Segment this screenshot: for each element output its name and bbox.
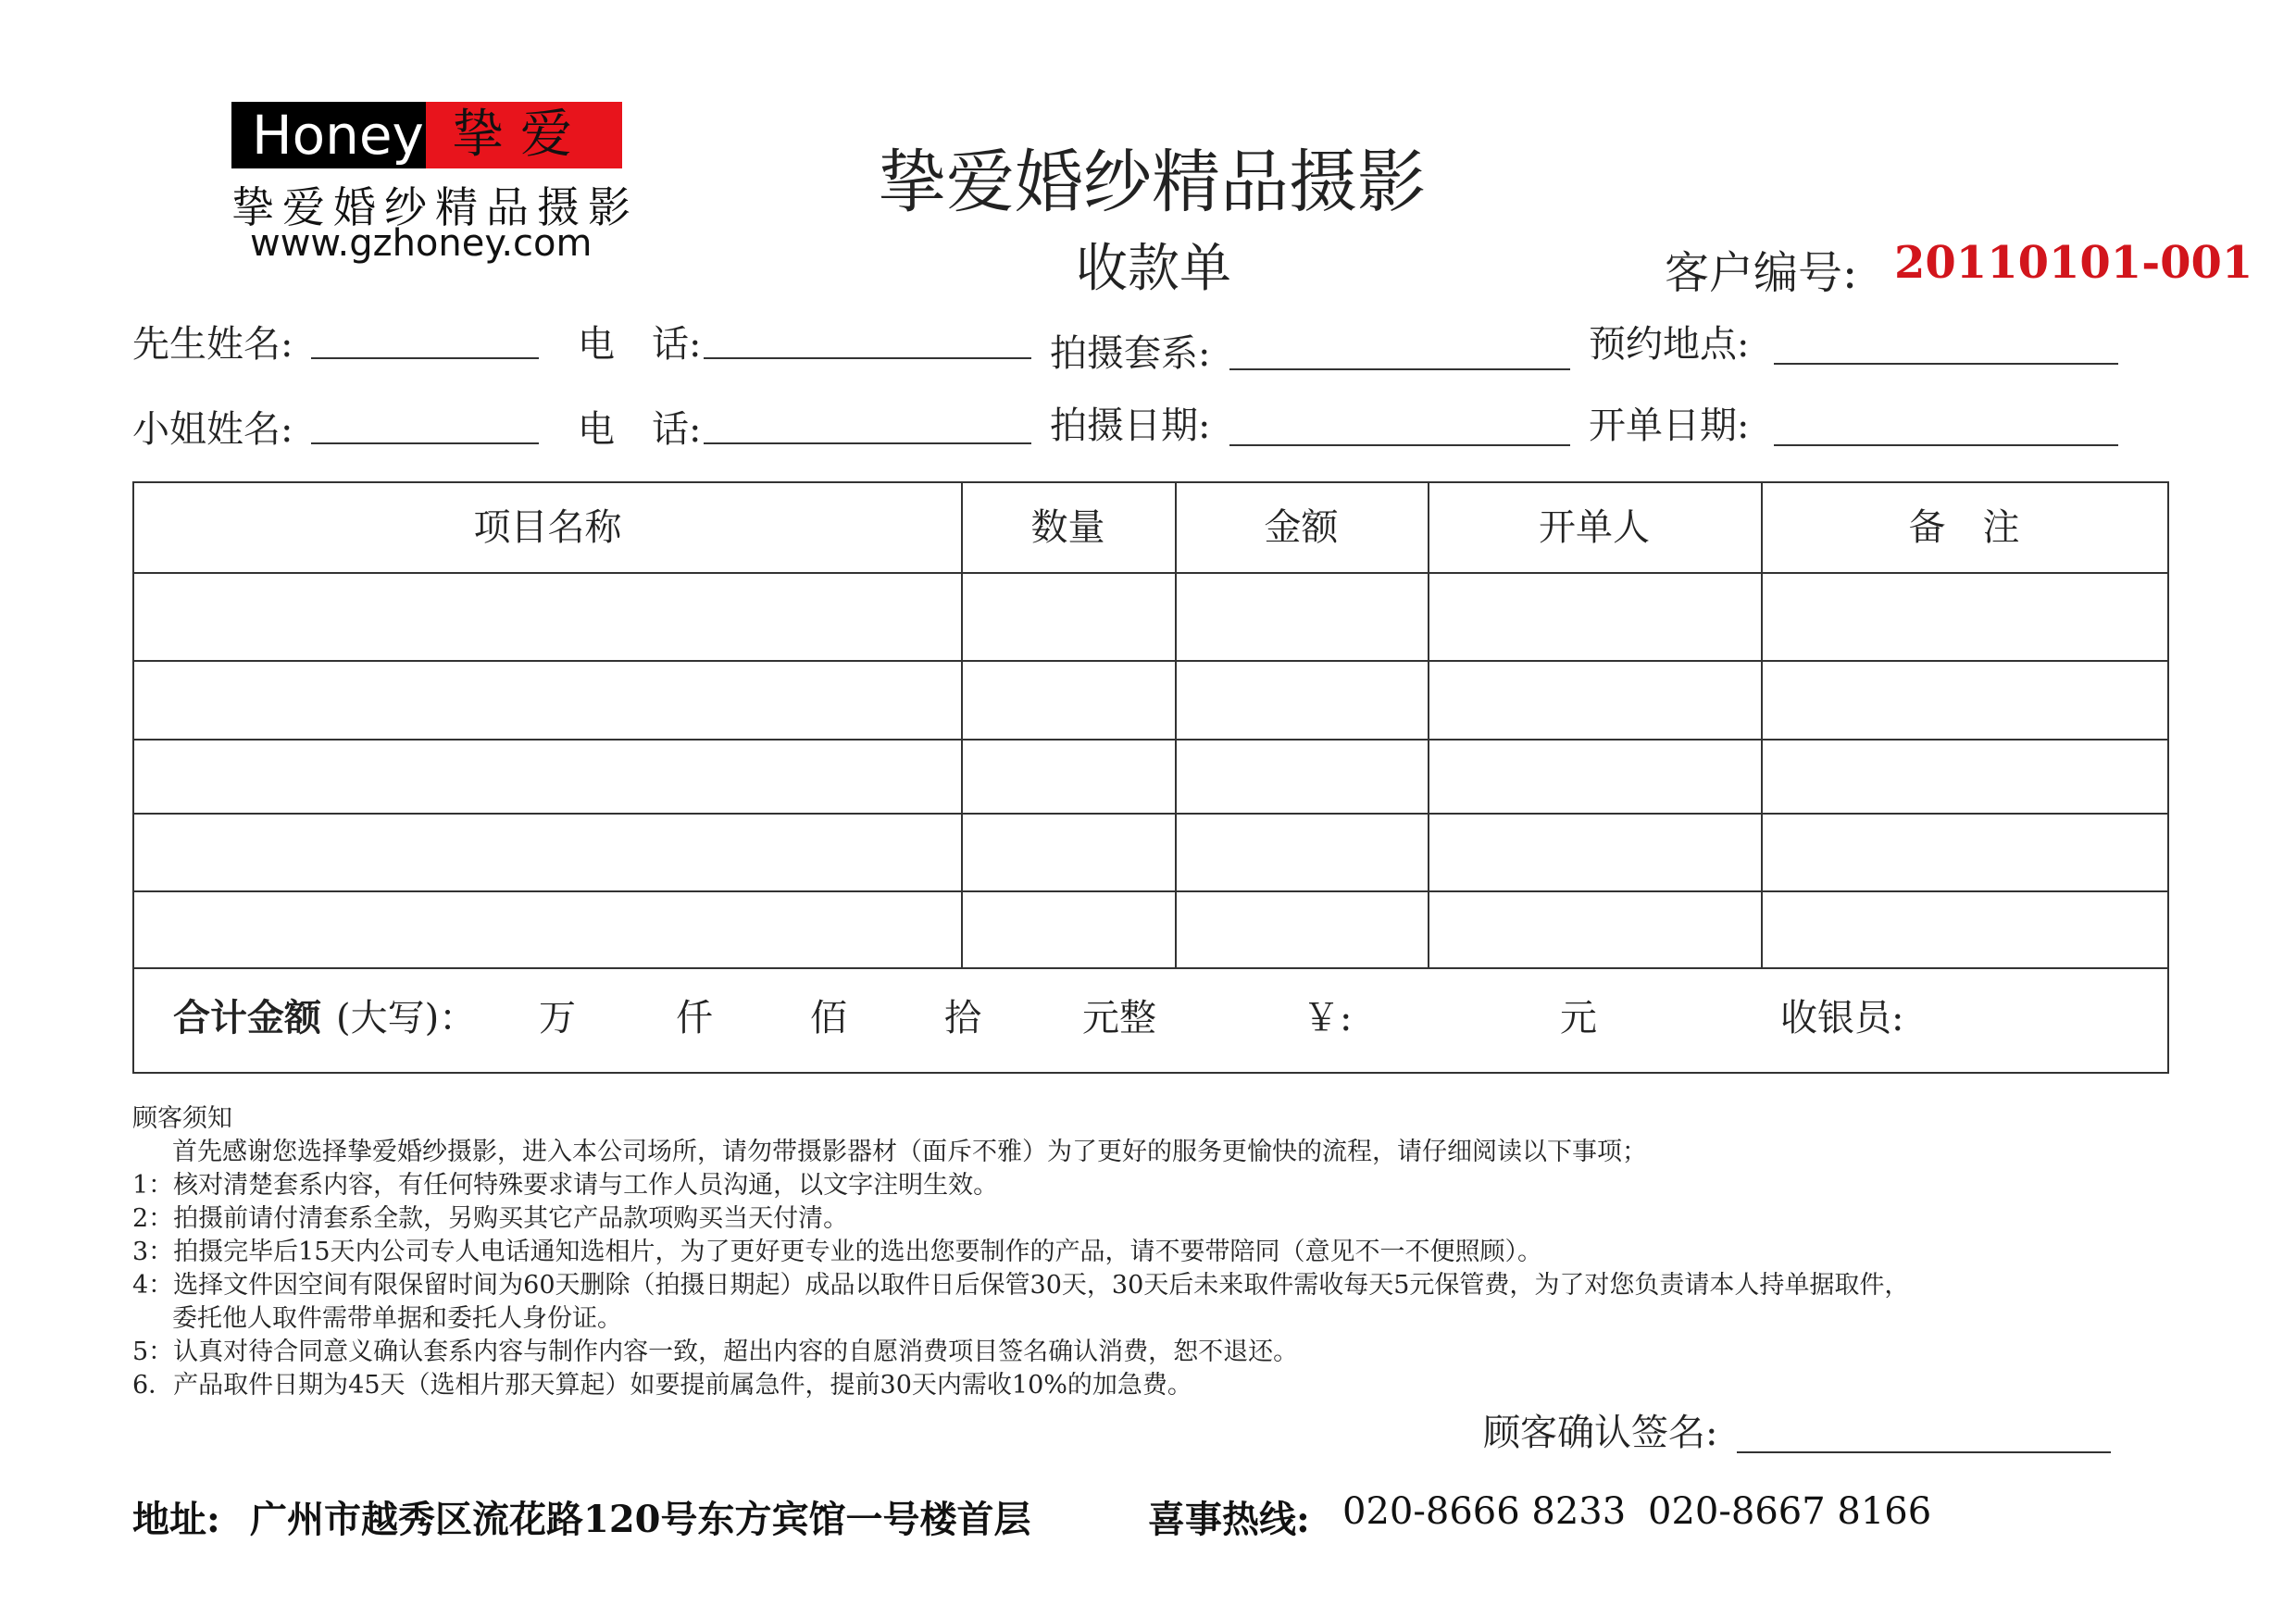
notes-intro: 首先感谢您选择挚爱婚纱摄影，进入本公司场所，请勿带摄影器材（面斥不雅）为了更好的服务更愉快的流程，请仔细阅读以下事项； [172, 1138, 1647, 1166]
header-issuer: 开单人 [1539, 506, 1650, 549]
notes-title: 顾客须知 [132, 1104, 232, 1133]
logo-red-block [426, 102, 622, 168]
customer-number-value: 20110101-001 [1894, 237, 2253, 289]
package-label: 拍摄套系: [1050, 332, 1211, 375]
note-item: 4：选择文件因空间有限保留时间为60天删除（拍摄日期起）成品以取件日后保管30天，30天后未来取件需收每天5元保管费，为了对您负责请本人持单据取件， [132, 1271, 1910, 1300]
hotline-phone-2: 020-8667 8166 [1648, 1490, 1932, 1533]
total-qian: 仟 [676, 997, 713, 1039]
hotline-phone-1: 020-8666 8233 [1342, 1490, 1627, 1533]
total-yen: ￥: [1303, 997, 1353, 1039]
logo-subtitle: 挚爱婚纱精品摄影 [231, 182, 639, 232]
header-item-name: 项目名称 [473, 506, 622, 549]
package-field[interactable] [1229, 368, 1570, 370]
table-row[interactable] [134, 814, 961, 890]
total-shi: 拾 [944, 997, 981, 1039]
total-label: 合计金额 [173, 996, 321, 1039]
note-item: 委托他人取件需带单据和委托人身份证。 [172, 1304, 622, 1333]
signature-field[interactable] [1737, 1451, 2111, 1453]
location-field[interactable] [1774, 363, 2118, 365]
table-row[interactable] [134, 891, 961, 967]
logo-english-text: Honey [252, 104, 424, 167]
phone2-field[interactable] [704, 442, 1031, 444]
note-item: 3：拍摄完毕后15天内公司专人电话通知选相片，为了更好更专业的选出您要制作的产品，请不要带陪同（意见不一不便照顾）。 [132, 1238, 1543, 1266]
document-title: 挚爱婚纱精品摄影 [878, 143, 1426, 222]
table-row[interactable] [134, 573, 961, 660]
cashier-label: 收银员: [1780, 997, 1904, 1039]
table-row[interactable] [134, 740, 961, 813]
address-label: 地址: [132, 1498, 220, 1541]
bride-name-field[interactable] [311, 442, 539, 444]
location-label: 预约地点: [1589, 323, 1750, 366]
phone1-label: 电 话: [578, 323, 702, 366]
order-date-field[interactable] [1774, 444, 2118, 446]
logo-chinese-text: 挚爱 [452, 105, 589, 165]
total-label-paren: (大写)： [336, 997, 477, 1039]
phone1-field[interactable] [704, 357, 1031, 359]
logo [231, 102, 622, 168]
shoot-date-field[interactable] [1229, 444, 1570, 446]
header-remarks: 备 注 [1908, 506, 2020, 549]
note-item: 2：拍摄前请付清套系全款，另购买其它产品款项购买当天付清。 [132, 1204, 849, 1233]
header-quantity: 数量 [1030, 506, 1105, 549]
groom-name-label: 先生姓名: [132, 323, 293, 366]
row-divider [134, 967, 2167, 969]
total-yuan: 元 [1560, 997, 1597, 1039]
order-date-label: 开单日期: [1589, 404, 1750, 447]
address-text: 广州市越秀区流花路120号东方宾馆一号楼首层 [250, 1498, 1031, 1541]
note-item: 6．产品取件日期为45天（选相片那天算起）如要提前属急件，提前30天内需收10%的加急费。 [132, 1371, 1192, 1400]
document-subtitle: 收款单 [1076, 239, 1231, 299]
logo-url: www.gzhoney.com [250, 222, 593, 265]
shoot-date-label: 拍摄日期: [1050, 404, 1211, 447]
total-bai: 佰 [810, 997, 847, 1039]
bride-name-label: 小姐姓名: [132, 408, 293, 451]
total-yuanzheng: 元整 [1082, 997, 1156, 1039]
groom-name-field[interactable] [311, 357, 539, 359]
customer-number-label: 客户编号: [1665, 247, 1858, 299]
table-row[interactable] [134, 661, 961, 739]
note-item: 5：认真对待合同意义确认套系内容与制作内容一致，超出内容的自愿消费项目签名确认消费，恕不退还。 [132, 1338, 1299, 1366]
phone2-label: 电 话: [578, 408, 702, 451]
items-table [132, 481, 2169, 1074]
total-wan: 万 [539, 997, 576, 1039]
hotline-label: 喜事热线: [1148, 1498, 1310, 1541]
note-item: 1：核对清楚套系内容，有任何特殊要求请与工作人员沟通，以文字注明生效。 [132, 1171, 999, 1200]
signature-label: 顾客确认签名: [1483, 1412, 1718, 1454]
header-amount: 金额 [1264, 506, 1339, 549]
